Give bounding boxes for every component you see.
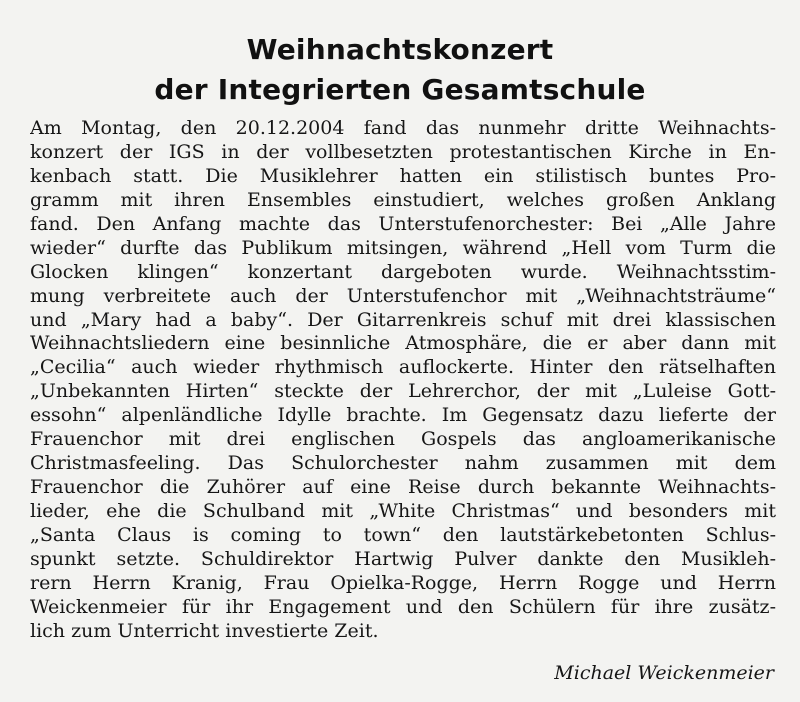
body-line: Glocken klingen“ konzertant dargeboten wurde. Weihnachtsstim- <box>30 260 776 283</box>
body-line: essohn“ alpenländliche Idylle brachte. Im Gegensatz dazu lieferte der <box>30 404 776 427</box>
body-line: Frauenchor mit drei englischen Gospels das angloamerikanische <box>30 428 776 451</box>
body-line: mung verbreitete auch der Unterstufenchor mit „Weihnachtsträume“ <box>30 284 776 307</box>
body-line: lieder, ehe die Schulband mit „White Christmas“ und besonders mit <box>30 500 776 522</box>
body-line: lich zum Unterricht investierte Zeit. <box>30 619 379 642</box>
body-line: wieder“ durfte das Publikum mitsingen, während „Hell vom Turm die <box>30 236 776 259</box>
body-line: rern Herrn Kranig, Frau Opielka-Rogge, Herrn Rogge und Herrn <box>30 571 776 594</box>
article-body <box>30 117 776 644</box>
body-line: fand. Den Anfang machte das Unterstufenorchester: Bei „Alle Jahre <box>30 212 776 235</box>
body-line: Christmasfeeling. Das Schulorchester nahm zusammen mit dem <box>30 452 776 475</box>
body-line: „Cecilia“ auch wieder rhythmisch auflockerte. Hinter den rätselhaften <box>30 356 776 379</box>
body-line: „Santa Claus is coming to town“ den lautstärkebetonten Schlus- <box>30 523 776 546</box>
body-line: „Unbekannten Hirten“ steckte der Lehrerchor, der mit „Luleise Gott- <box>30 380 776 403</box>
body-line: gramm mit ihren Ensembles einstudiert, welches großen Anklang <box>30 188 776 211</box>
author-byline: Michael Weickenmeier <box>554 662 774 684</box>
body-line: Weickenmeier für ihr Engagement und den Schülern für ihre zusätz- <box>30 595 776 618</box>
body-line: spunkt setzte. Schuldirektor Hartwig Pulver dankte den Musikleh- <box>30 547 776 570</box>
body-line: und „Mary had a baby“. Der Gitarrenkreis schuf mit drei klassischen <box>30 308 776 331</box>
body-line: Am Montag, den 20.12.2004 fand das nunmehr dritte Weihnachts- <box>30 117 776 139</box>
body-line: Frauenchor die Zuhörer auf eine Reise durch bekannte Weihnachts- <box>30 476 776 499</box>
body-line: kenbach statt. Die Musiklehrer hatten ein stilistisch buntes Pro- <box>30 164 776 187</box>
headline-line-2: der Integrierten Gesamtschule <box>154 73 646 106</box>
headline-line-1: Weihnachtskonzert <box>246 33 554 66</box>
body-line: Weihnachtsliedern eine besinnliche Atmosphäre, die er aber dann mit <box>30 332 776 355</box>
body-line: konzert der IGS in der vollbesetzten protestantischen Kirche in En- <box>30 140 776 163</box>
